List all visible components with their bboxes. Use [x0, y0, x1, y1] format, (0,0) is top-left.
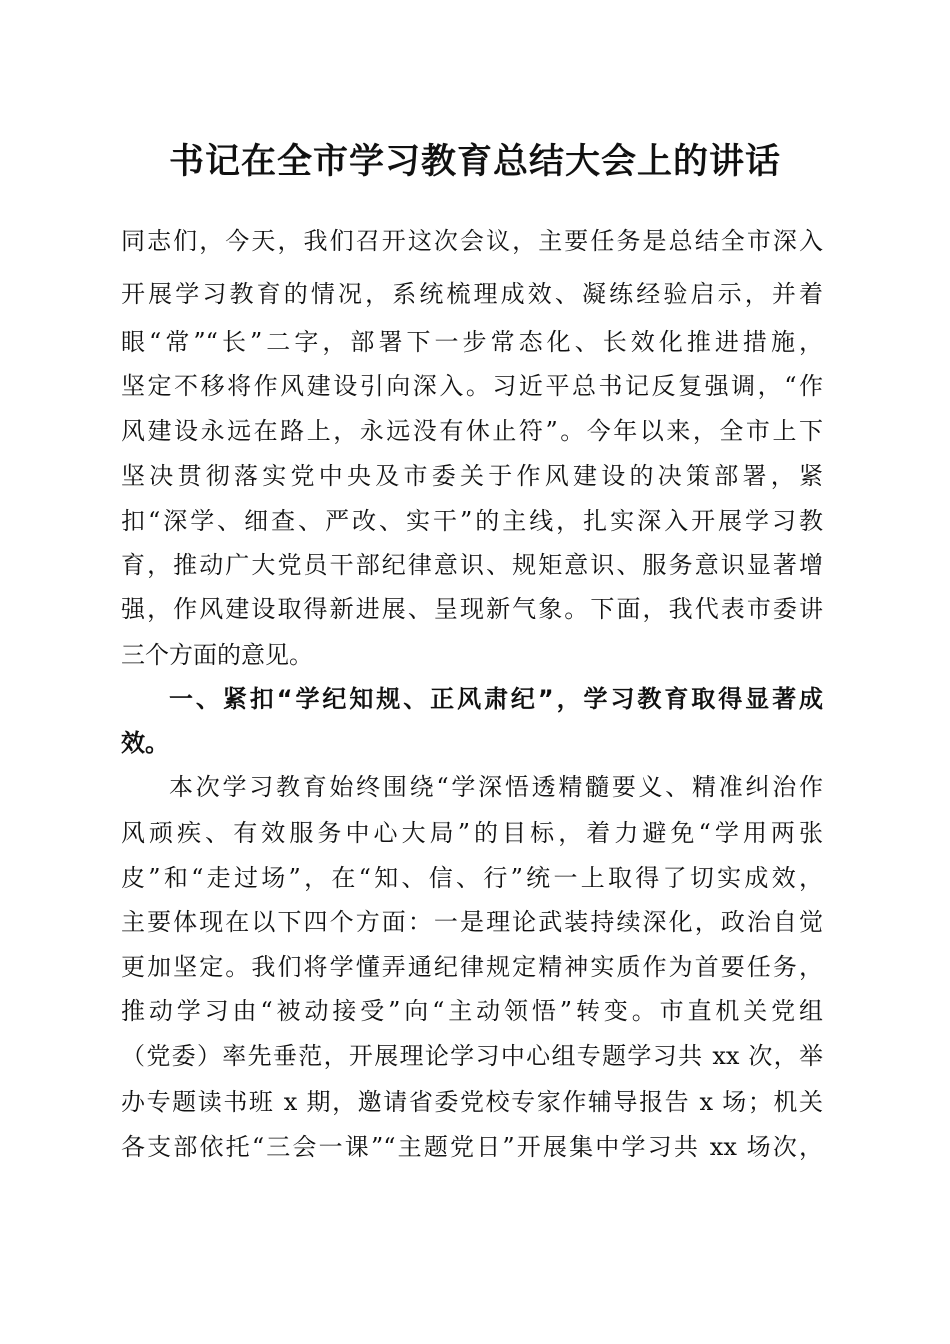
body-line: 三个方面的意见。	[121, 641, 313, 669]
body-line: 育，推动广大党员干部纪律意识、规矩意识、服务意识显著增	[121, 551, 823, 579]
body-line: 扣“深学、细查、严改、实干”的主线，扎实深入开展学习教	[121, 507, 823, 535]
body-line: 推动学习由“被动接受”向“主动领悟”转变。市直机关党组	[121, 997, 823, 1025]
document-title: 书记在全市学习教育总结大会上的讲话	[168, 141, 781, 182]
body-line: 本次学习教育始终围绕“学深悟透精髓要义、精准纠治作	[169, 773, 823, 801]
section-heading: 一、紧扣“学纪知规、正风肃纪”，学习教育取得显著成	[169, 685, 823, 713]
body-line: 坚决贯彻落实党中央及市委关于作风建设的决策部署，紧	[121, 462, 823, 490]
body-line: 强，作风建设取得新进展、呈现新气象。下面，我代表市委讲	[121, 595, 823, 623]
body-line: 风顽疾、有效服务中心大局”的目标，着力避免“学用两张	[121, 819, 823, 847]
body-line: 主要体现在以下四个方面：一是理论武装持续深化，政治自觉	[121, 908, 823, 936]
body-line: 眼“常”“长”二字，部署下一步常态化、长效化推进措施，	[121, 328, 823, 356]
body-line: 各支部依托“三会一课”“主题党日”开展集中学习共 xx 场次，	[121, 1133, 823, 1161]
body-line: 同志们，今天，我们召开这次会议，主要任务是总结全市深入	[121, 227, 823, 255]
body-line: 办专题读书班 x 期，邀请省委党校专家作辅导报告 x 场；机关	[121, 1088, 823, 1116]
body-line: （党委）率先垂范，开展理论学习中心组专题学习共 xx 次，举	[121, 1042, 823, 1070]
body-line: 皮”和“走过场”，在“知、信、行”统一上取得了切实成效，	[121, 864, 823, 892]
body-line: 开展学习教育的情况，系统梳理成效、凝练经验启示，并着	[121, 280, 823, 308]
body-line: 坚定不移将作风建设引向深入。习近平总书记反复强调，“作	[121, 372, 823, 400]
section-heading-end: 效。	[121, 729, 169, 757]
body-line: 风建设永远在路上，永远没有休止符”。今年以来，全市上下	[121, 417, 823, 445]
body-line: 更加坚定。我们将学懂弄通纪律规定精神实质作为首要任务，	[121, 953, 823, 981]
